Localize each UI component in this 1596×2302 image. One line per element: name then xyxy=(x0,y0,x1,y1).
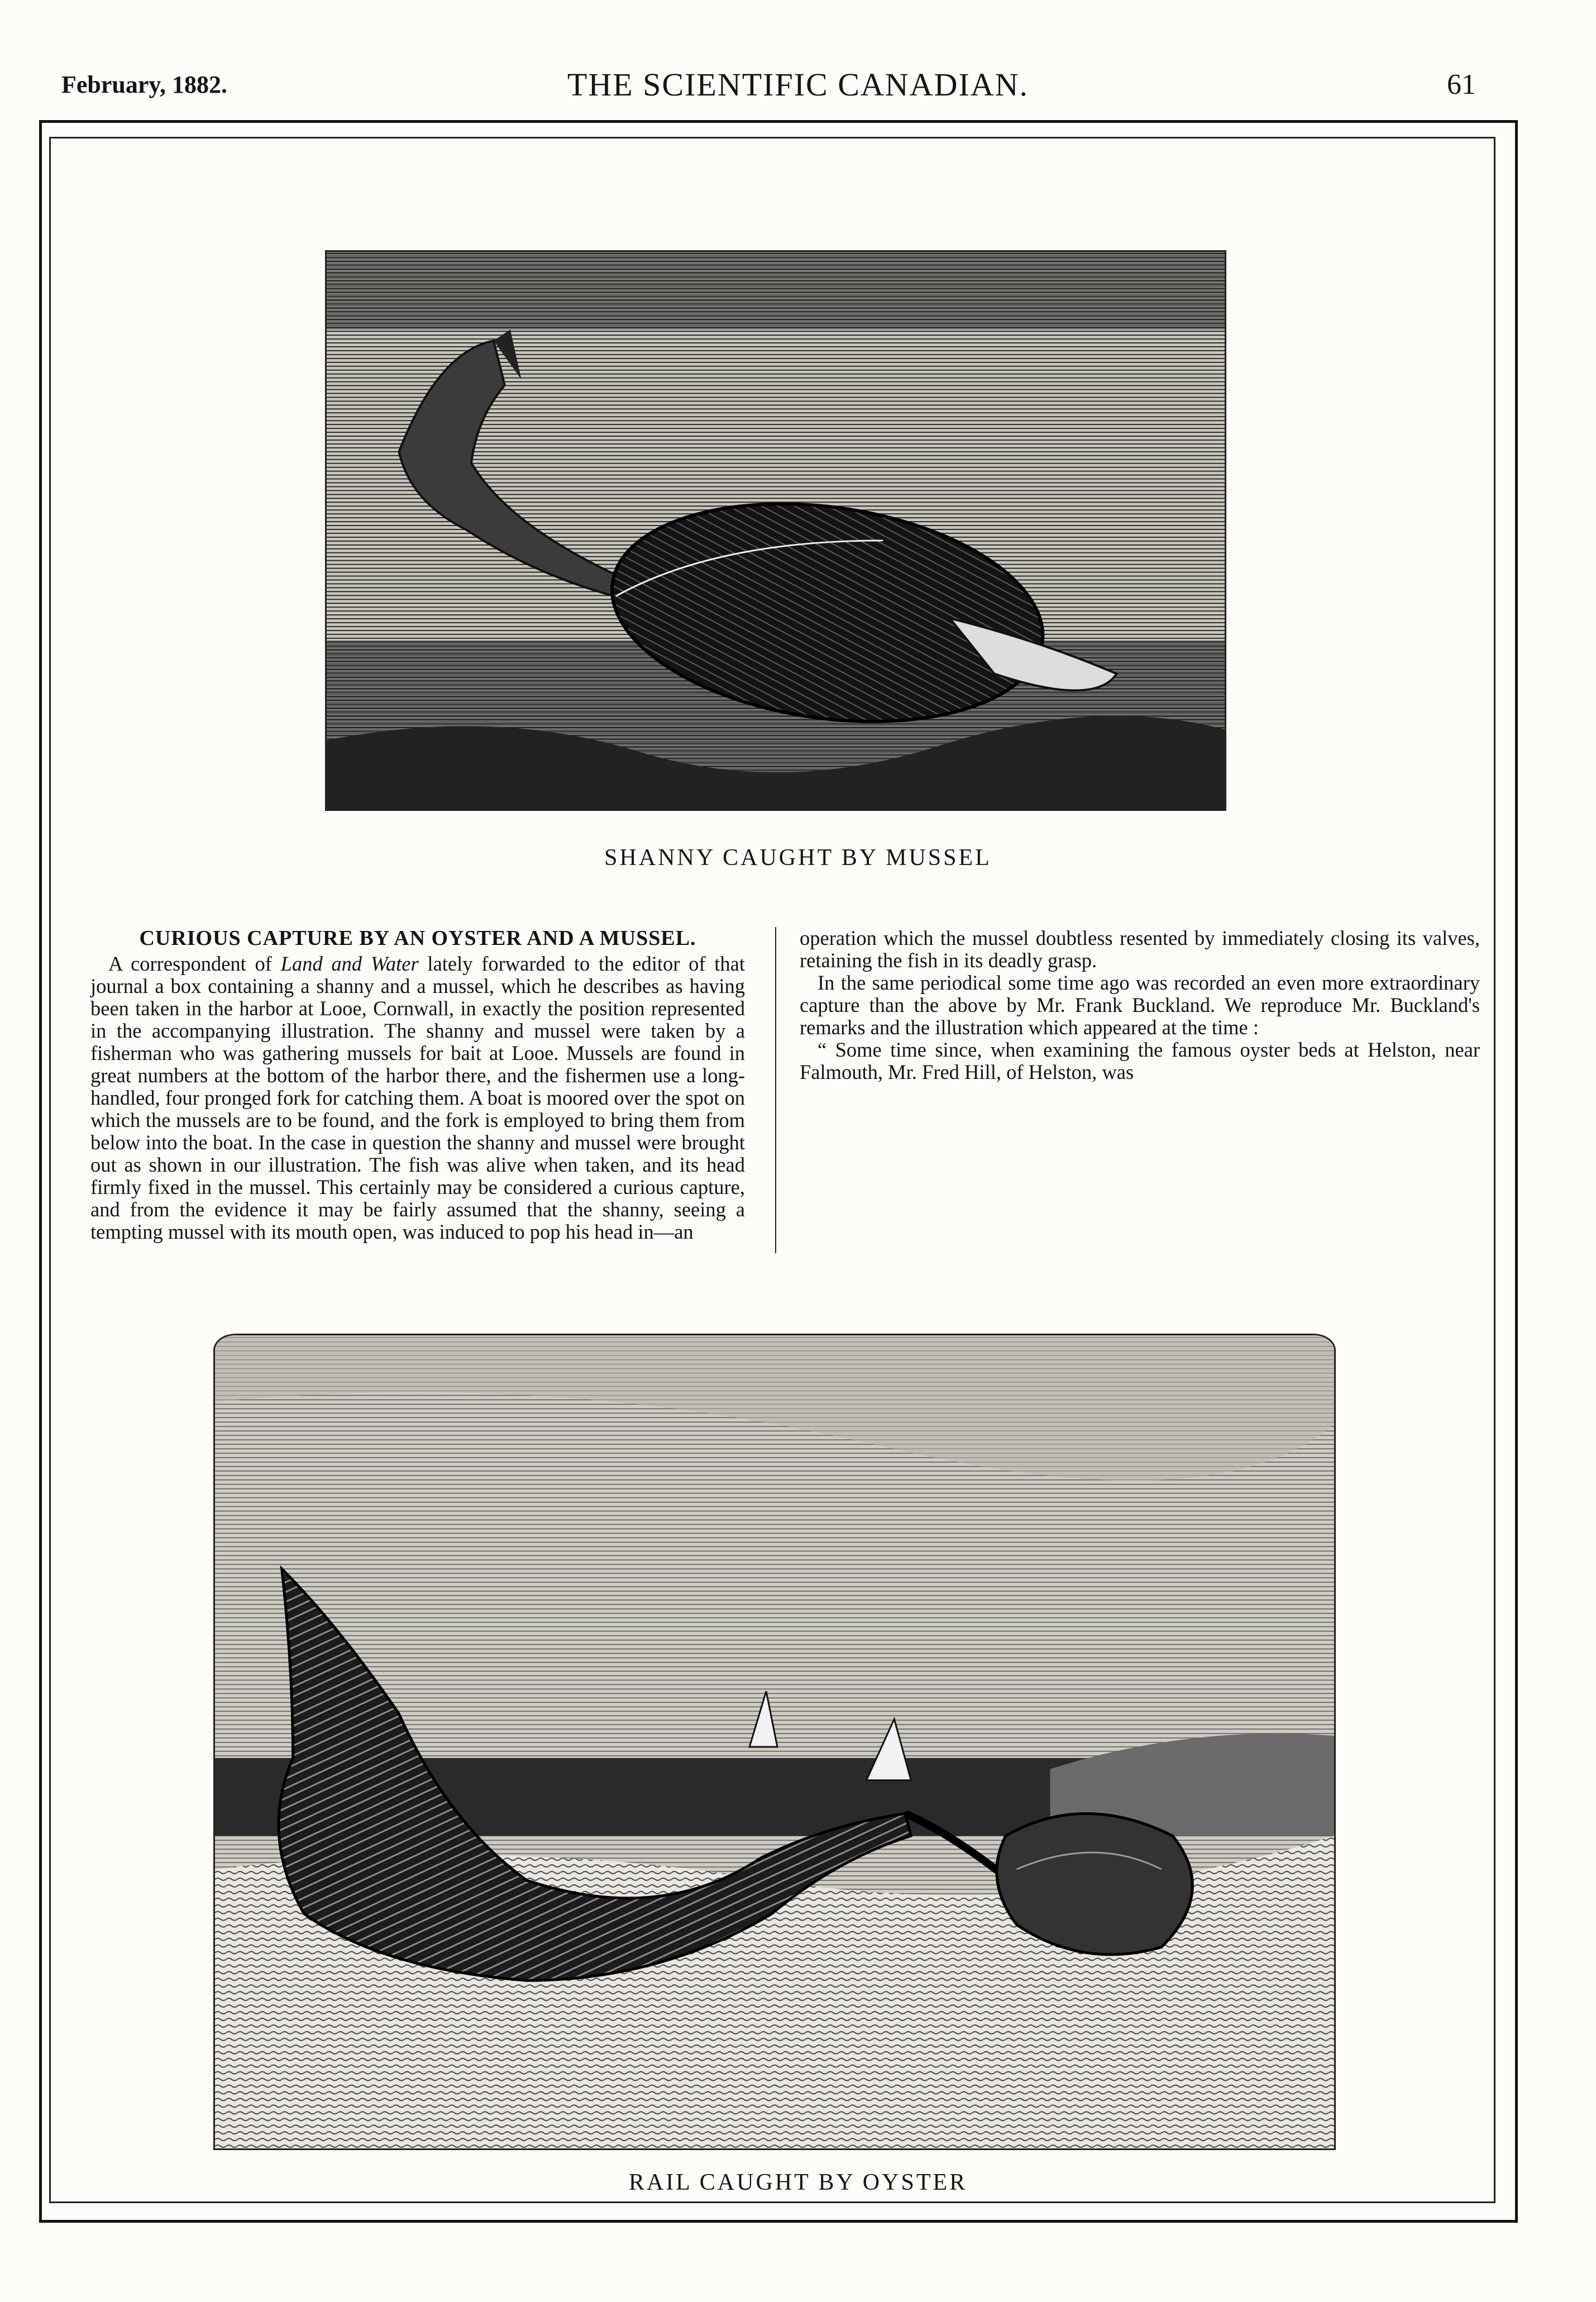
figure-caption-rail: RAIL CAUGHT BY OYSTER xyxy=(628,2170,968,2195)
shanny-mussel-engraving xyxy=(325,250,1226,811)
article-title: CURIOUS CAPTURE BY AN OYSTER AND A MUSSEL. xyxy=(139,926,696,950)
article-paragraph-2: In the same periodical some time ago was recorded an even more extraordinary capture than the above by Mr. Frank Buckland. We reproduce Mr. Buckland's remarks and the illustration which appeared at the time : xyxy=(800,971,1480,1039)
paragraph-1-start: A correspondent of xyxy=(108,952,281,975)
rail-oyster-drawing xyxy=(215,1335,1334,2148)
article-paragraph-1 xyxy=(90,953,745,1243)
article-paragraph-1-continued: operation which the mussel doubtless resented by immediately closing its valves, retaining the fish in its deadly grasp. xyxy=(800,926,1480,972)
article-column-right xyxy=(800,927,1480,1262)
rail-oyster-engraving xyxy=(213,1334,1336,2150)
page-number: 61 xyxy=(1447,69,1476,101)
article-paragraph-3: “ Some time since, when examining the famous oyster beds at Helston, near Falmouth, Mr. Fred Hill, of Helston, was xyxy=(800,1038,1480,1083)
issue-date: February, 1882. xyxy=(61,71,227,98)
article-column-left xyxy=(90,927,745,1262)
shanny-mussel-drawing xyxy=(327,252,1225,809)
column-divider xyxy=(775,927,776,1253)
journal-name: Land and Water xyxy=(280,952,419,975)
publication-title: THE SCIENTIFIC CANADIAN. xyxy=(567,66,1029,103)
page-header xyxy=(0,66,1596,111)
figure-caption-shanny: SHANNY CAUGHT BY MUSSEL xyxy=(604,845,992,871)
paragraph-1-rest: lately forwarded to the editor of that journal a box containing a shanny and a mussel, which he describes as having been taken in the harbor at Looe, Cornwall, in exactly the position represented in the accompanying illustration. The shanny and mussel were taken by a fisherman who was gathering mussels for bait at Looe. Mussels are found in great numbers at the bottom of the harbor there, and the fishermen use a long-handled, four pronged fork for catching them. A boat is moored over the spot on which the mussels are to be found, and the fork is employed to bring them from below into the boat. In the case in question the shanny and mussel were brought out as shown in our illustration. The fish was alive when taken, and its head firmly fixed in the mussel. This certainly may be considered a curious capture, and from the evidence it may be fairly assumed that the shanny, seeing a tempting mussel with its mouth open, was induced to pop his head in—an xyxy=(90,952,745,1243)
